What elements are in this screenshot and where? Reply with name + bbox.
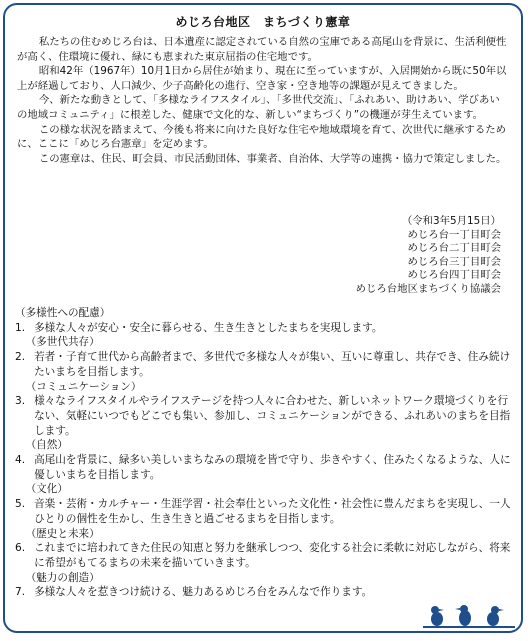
charter-frame [3,3,523,633]
principle-heading: （多様性への配慮） [15,307,111,319]
principle-heading: （コミュニケーション） [25,380,142,393]
principle-number: 5. [15,498,26,511]
principle-number: 1. [15,321,26,334]
principle-number: 6. [15,542,26,555]
bird-icon [431,606,444,626]
charter-paragraph: 昭和42年（1967年）10月1日から居住が始まり、現在に至っていますが、入居開始から既に50年以上が経過しており、人口減少、少子高齢化の進行、空き家・空き地等の課題が見えてきました。 [17,65,507,92]
principle-heading: （魅力の創造） [25,571,100,584]
signature-date: （令和3年5月15日） [401,215,501,227]
principle-item [15,585,511,600]
principle-item [15,497,511,526]
signature-org: めじろ台二丁目町会 [407,242,501,255]
principle-text: 高尾山を背景に、緑多い美しいまちなみの環境を皆で守り、歩きやすく、住みたくなるような、人に優しいまちを目指します。 [34,454,511,481]
page-title: めじろ台地区 まちづくり憲章 [175,15,351,29]
birds-decoration [423,600,515,628]
principle-heading: （多世代共存） [25,336,100,349]
principle-heading: （歴史と未来） [25,527,100,540]
principle-text: 様々なライフスタイルやライフステージを持つ人々に合わせた、新しいネットワーク環境づくりを行ない、気軽にいつでもどこでも集い、参加し、コミュニケーションができる、ふれあいのまちを目指します。 [34,395,511,437]
principle-text: 多様な人々が安心・安全に暮らせる、生き生きとしたまちを実現します。 [34,321,383,334]
signature-org: めじろ台地区まちづくり協議会 [355,282,501,295]
principle-heading: （文化） [25,483,68,496]
charter-paragraph: この憲章は、住民、町会員、市民活動団体、事業者、自治体、大学等の連携・協力で策定しました。 [38,152,507,165]
principle-number: 4. [15,454,26,467]
bird-icon [455,605,471,626]
signature-block [356,215,501,297]
principle-number: 2. [15,351,26,364]
charter-paragraph: この様な状況を踏まえて、今後も将来に向けた良好な住宅や地域環境を育て、次世代に継承するために、ここに「めじろ台憲章」を定めます。 [17,123,506,151]
principle-text: 若者・子育て世代から高齢者まで、多世代で多様な人々が集い、互いに尊重し、共存でき、住み続けたいまちを目指します。 [34,351,511,378]
principle-item [15,453,511,482]
signature-org: めじろ台三丁目町会 [407,255,501,268]
bird-icon [487,606,504,626]
signature-org: めじろ台四丁目町会 [407,269,501,282]
principle-item [15,394,511,438]
signature-org: めじろ台一丁目町会 [407,228,501,241]
charter-body [17,35,509,166]
principle-item [15,350,511,379]
principle-heading: （自然） [25,439,68,452]
principle-text: これまでに培われてきた住民の知恵と努力を継承しつつ、変化する社会に柔軟に対応しながら、将来に希望がもてるまちの未来を描いていきます。 [34,542,511,569]
principle-text: 音楽・芸術・カルチャー・生涯学習・社会奉仕といった文化性・社会性に豊んだまちを実現し、一人ひとりの個性を生かし、生き生きと過ごせるまちを目指します。 [34,498,511,525]
charter-paragraph: 今、新たな動きとして、「多様なライフスタイル」、「多世代交流」、「ふれあい、助けあい、学びあいの地域コミュニティ」に根差した、健康で文化的な、新しい“まちづくり”の機運が芽生えています。 [17,94,500,121]
principle-item [15,321,511,336]
principle-number: 7. [15,586,26,599]
principle-text: 多様な人々を惹きつけ続ける、魅力あるめじろ台をみんなで作ります。 [34,586,373,599]
principle-number: 3. [15,395,26,408]
principle-item [15,541,511,570]
charter-paragraph: 私たちの住むめじろ台は、日本遺産に認定されている自然の宝庫である高尾山を背景に、生活利便性が高く、住環境に優れ、緑にも恵まれた東京屈指の住宅地です。 [17,36,507,63]
principles-list [15,306,511,600]
